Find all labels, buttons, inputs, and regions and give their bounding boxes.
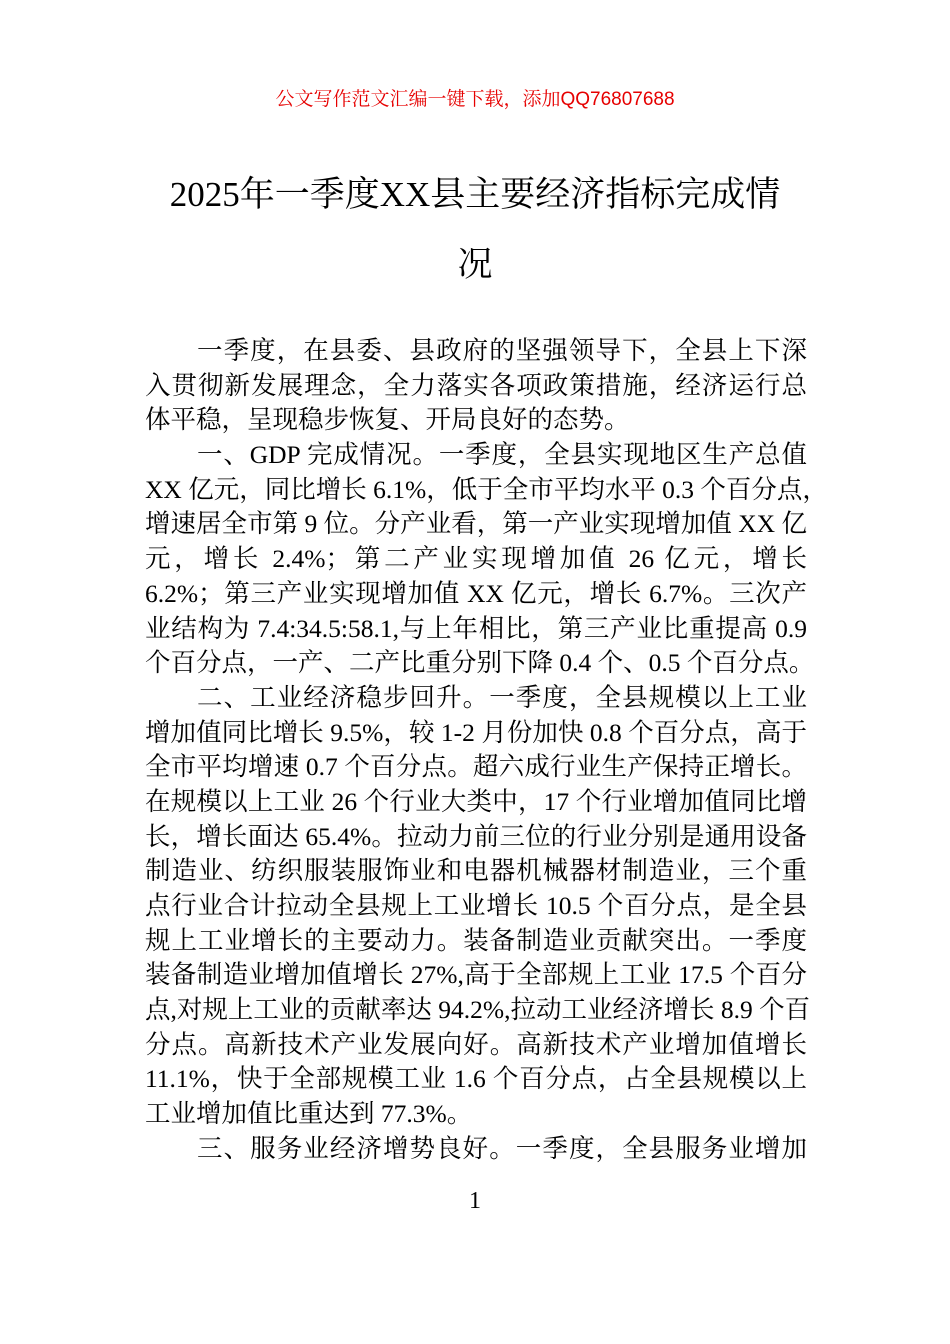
- text-line: 点,对规上工业的贡献率达 94.2%,拉动工业经济增长 8.9 个百: [145, 995, 811, 1025]
- title-line-2: 况: [457, 245, 493, 284]
- text-line: 入贯彻新发展理念，全力落实各项政策措施，经济运行总: [145, 370, 807, 400]
- paragraph: [145, 1132, 807, 1167]
- paragraph: [145, 681, 811, 1132]
- text-line: 11.1%，快于全部规模工业 1.6 个百分点，占全县规模以上: [145, 1064, 807, 1094]
- text-line: 分点。高新技术产业发展向好。高新技术产业增加值增长: [145, 1029, 807, 1059]
- page-number: 1: [469, 1188, 481, 1214]
- download-banner: 公文写作范文汇编一键下载，添加QQ76807688: [275, 89, 675, 110]
- document-body: [145, 334, 828, 1167]
- title-line-1: 2025年一季度XX县主要经济指标完成情: [169, 175, 781, 214]
- text-line: 三、服务业经济增势良好。一季度，全县服务业增加: [197, 1133, 807, 1163]
- text-line: 二、工业经济稳步回升。一季度，全县规模以上工业: [197, 682, 807, 712]
- paragraph: [145, 334, 807, 438]
- text-line: 个百分点，一产、二产比重分别下降 0.4 个、0.5 个百分点。: [145, 648, 815, 678]
- text-line: 长，增长面达 65.4%。拉动力前三位的行业分别是通用设备: [145, 821, 807, 851]
- text-line: XX 亿元，同比增长 6.1%，低于全市平均水平 0.3 个百分点，: [145, 474, 828, 504]
- text-line: 一季度，在县委、县政府的坚强领导下，全县上下深: [197, 336, 807, 365]
- text-line: 点行业合计拉动全县规上工业增长 10.5 个百分点，是全县: [145, 891, 807, 920]
- text-line: 体平稳，呈现稳步恢复、开局良好的态势。: [145, 405, 630, 435]
- text-line: 工业增加值比重达到 77.3%。: [145, 1099, 473, 1129]
- paragraph: [145, 438, 828, 681]
- text-line: 增速居全市第 9 位。分产业看，第一产业实现增加值 XX 亿: [145, 509, 807, 539]
- text-line: 一、GDP 完成情况。一季度，全县实现地区生产总值: [197, 440, 807, 470]
- text-line: 装备制造业增加值增长 27%,高于全部规上工业 17.5 个百分: [145, 960, 807, 990]
- text-line: 在规模以上工业 26 个行业大类中，17 个行业增加值同比增: [145, 786, 807, 816]
- text-line: 6.2%；第三产业实现增加值 XX 亿元，增长 6.7%。三次产: [145, 578, 807, 608]
- text-line: 业结构为 7.4:34.5:58.1,与上年相比，第三产业比重提高 0.9: [145, 613, 807, 643]
- text-line: 增加值同比增长 9.5%，较 1-2 月份加快 0.8 个百分点，高于: [145, 717, 807, 747]
- text-line: 规上工业增长的主要动力。装备制造业贡献突出。一季度: [145, 925, 807, 955]
- text-line: 制造业、纺织服装服饰业和电器机械器材制造业，三个重: [145, 856, 807, 886]
- document-title: [140, 160, 810, 300]
- text-line: 全市平均增速 0.7 个百分点。超六成行业生产保持正增长。: [145, 752, 807, 782]
- text-line: 元，增长 2.4%；第二产业实现增加值 26 亿元，增长: [145, 544, 807, 574]
